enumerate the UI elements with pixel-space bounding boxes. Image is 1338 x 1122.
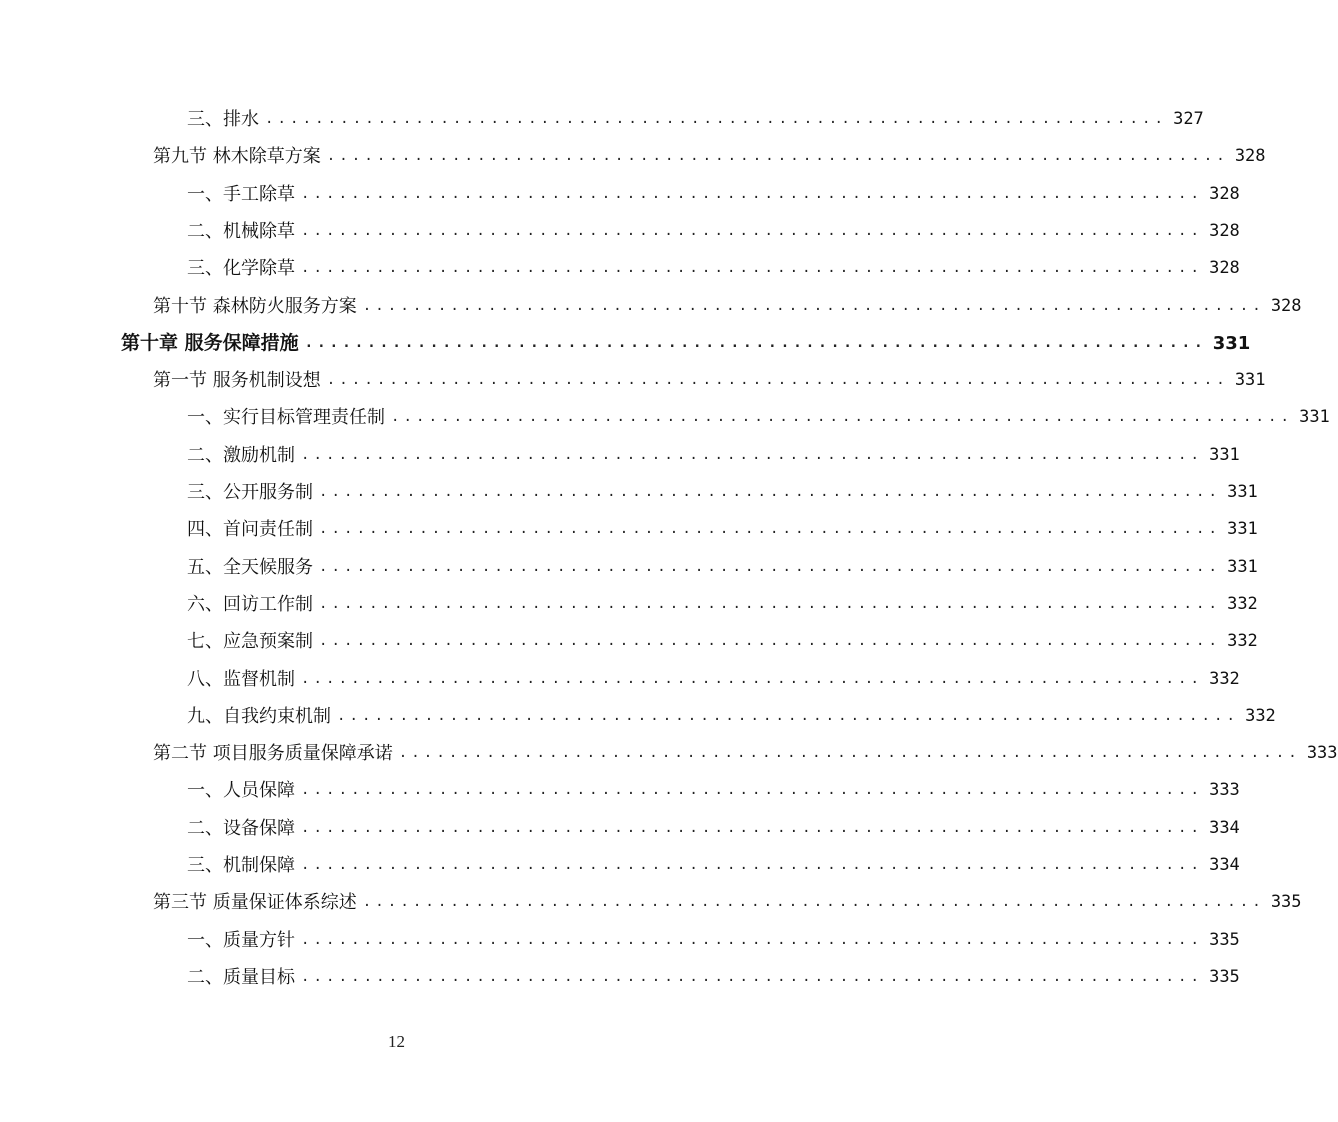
toc-entry-title: 五、全天候服务 xyxy=(187,556,313,578)
toc-dot-leader: ........................................................................ xyxy=(301,185,1204,202)
toc-entry[interactable] xyxy=(187,250,1240,287)
toc-dot-leader: ........................................................................ xyxy=(398,745,1301,762)
toc-entry[interactable] xyxy=(153,138,1266,175)
toc-entry[interactable] xyxy=(187,959,1240,996)
toc-entry[interactable] xyxy=(187,586,1258,623)
toc-entry-page: 332 xyxy=(1227,593,1258,614)
toc-entry-title: 一、质量方针 xyxy=(187,929,295,951)
toc-entry[interactable] xyxy=(187,772,1240,809)
toc-entry-page: 332 xyxy=(1209,668,1240,689)
toc-entry-title: 一、人员保障 xyxy=(187,780,295,802)
toc-entry-page: 331 xyxy=(1212,332,1251,354)
toc-chapter-entry[interactable] xyxy=(121,325,1251,362)
toc-dot-leader: ........................................................................ xyxy=(319,521,1222,538)
toc-dot-leader: ........................................................................ xyxy=(319,595,1222,612)
toc-dot-leader: ........................................................................ xyxy=(391,409,1294,426)
toc-entry-title: 二、设备保障 xyxy=(187,817,295,839)
toc-entry-page: 328 xyxy=(1270,295,1302,316)
toc-dot-leader: ........................................................................ xyxy=(301,446,1204,463)
toc-entry[interactable] xyxy=(187,549,1258,586)
toc-dot-leader: ........................................................................ xyxy=(319,484,1222,500)
toc-dot-leader: ........................................................................ xyxy=(301,819,1204,836)
toc-entry[interactable] xyxy=(153,884,1302,921)
toc-entry-page: 331 xyxy=(1299,407,1330,428)
toc-entry-title: 一、手工除草 xyxy=(187,183,295,205)
toc-entry-title: 三、排水 xyxy=(187,109,259,130)
toc-entry[interactable] xyxy=(187,922,1240,959)
toc-dot-leader: ........................................................................ xyxy=(362,297,1265,314)
toc-entry[interactable] xyxy=(187,474,1258,511)
toc-entry-title: 第二节 项目服务质量保障承诺 xyxy=(153,743,393,765)
toc-entry-title: 三、化学除草 xyxy=(187,258,295,280)
toc-entry-page: 328 xyxy=(1209,258,1240,279)
toc-entry-page: 334 xyxy=(1209,855,1240,875)
toc-entry-page: 331 xyxy=(1227,556,1258,577)
toc-dot-leader: ........................................................................ xyxy=(319,558,1222,575)
toc-entry[interactable] xyxy=(187,399,1330,436)
toc-entry-page: 335 xyxy=(1209,966,1240,987)
toc-entry-title: 三、机制保障 xyxy=(187,855,295,876)
toc-dot-leader: ........................................................................ xyxy=(301,782,1204,799)
toc-dot-leader: ........................................................................ xyxy=(326,148,1229,165)
toc-dot-leader: ........................................................................ xyxy=(301,968,1204,985)
toc-entry[interactable] xyxy=(153,735,1338,772)
toc-entry[interactable] xyxy=(187,810,1240,847)
toc-entry[interactable] xyxy=(187,176,1240,213)
toc-entry-title: 二、机械除草 xyxy=(187,220,295,242)
toc-entry[interactable] xyxy=(187,661,1240,698)
toc-dot-leader: ........................................................................ xyxy=(304,334,1207,351)
toc-entry-title: 九、自我约束机制 xyxy=(187,705,331,727)
toc-entry-title: 一、实行目标管理责任制 xyxy=(187,407,385,429)
toc-entry[interactable] xyxy=(187,623,1258,660)
toc-entry-page: 332 xyxy=(1227,631,1258,652)
toc-dot-leader: ........................................................................ xyxy=(362,894,1265,911)
toc-entry-title: 第九节 林木除草方案 xyxy=(153,146,321,168)
toc-entry-title: 六、回访工作制 xyxy=(187,593,313,615)
toc-dot-leader: ........................................................................ xyxy=(326,372,1229,389)
toc-entry-title: 第十节 森林防火服务方案 xyxy=(153,295,357,317)
toc-dot-leader: ........................................................................ xyxy=(301,222,1204,239)
toc-entry-title: 第三节 质量保证体系综述 xyxy=(153,892,357,914)
toc-entry[interactable] xyxy=(153,288,1302,325)
toc-entry-title: 四、首问责任制 xyxy=(187,519,313,541)
toc-entry-page: 335 xyxy=(1209,929,1240,950)
toc-entry-page: 333 xyxy=(1306,743,1338,764)
toc-dot-leader: ........................................................................ xyxy=(337,707,1240,724)
toc-entry-title: 三、公开服务制 xyxy=(187,482,313,503)
toc-entry-page: 328 xyxy=(1209,183,1240,204)
toc-dot-leader: ........................................................................ xyxy=(265,111,1168,127)
toc-dot-leader: ........................................................................ xyxy=(301,857,1204,873)
toc-entry-page: 328 xyxy=(1234,146,1266,167)
toc-entry-page: 335 xyxy=(1270,892,1302,913)
toc-entry-title: 二、激励机制 xyxy=(187,444,295,466)
toc-entry-title: 八、监督机制 xyxy=(187,668,295,690)
toc-entry-title: 七、应急预案制 xyxy=(187,631,313,653)
toc-dot-leader: ........................................................................ xyxy=(319,633,1222,650)
toc-entry-page: 331 xyxy=(1209,444,1240,465)
toc-entry-page: 333 xyxy=(1209,780,1240,801)
toc-dot-leader: ........................................................................ xyxy=(301,260,1204,277)
toc-entry-page: 328 xyxy=(1209,220,1240,241)
toc-entry-page: 327 xyxy=(1173,109,1204,129)
toc-entry-title: 第十章 服务保障措施 xyxy=(121,331,299,354)
toc-entry[interactable] xyxy=(187,437,1240,474)
toc-dot-leader: ........................................................................ xyxy=(301,931,1204,948)
toc-entry-page: 332 xyxy=(1245,705,1276,726)
toc-entry[interactable] xyxy=(187,847,1240,884)
toc-entry[interactable] xyxy=(187,101,1204,138)
toc-entry-page: 331 xyxy=(1234,370,1266,391)
page-number: 12 xyxy=(388,1032,405,1051)
toc-entry[interactable] xyxy=(187,511,1258,548)
toc-entry-page: 331 xyxy=(1227,519,1258,540)
toc-entry[interactable] xyxy=(153,362,1266,399)
toc-entry-page: 331 xyxy=(1227,482,1258,502)
toc-entry[interactable] xyxy=(187,213,1240,250)
toc-entry-title: 二、质量目标 xyxy=(187,966,295,988)
toc-dot-leader: ........................................................................ xyxy=(301,670,1204,687)
toc-entry[interactable] xyxy=(187,698,1276,735)
toc-entry-page: 334 xyxy=(1209,817,1240,838)
toc-entry-title: 第一节 服务机制设想 xyxy=(153,370,321,392)
